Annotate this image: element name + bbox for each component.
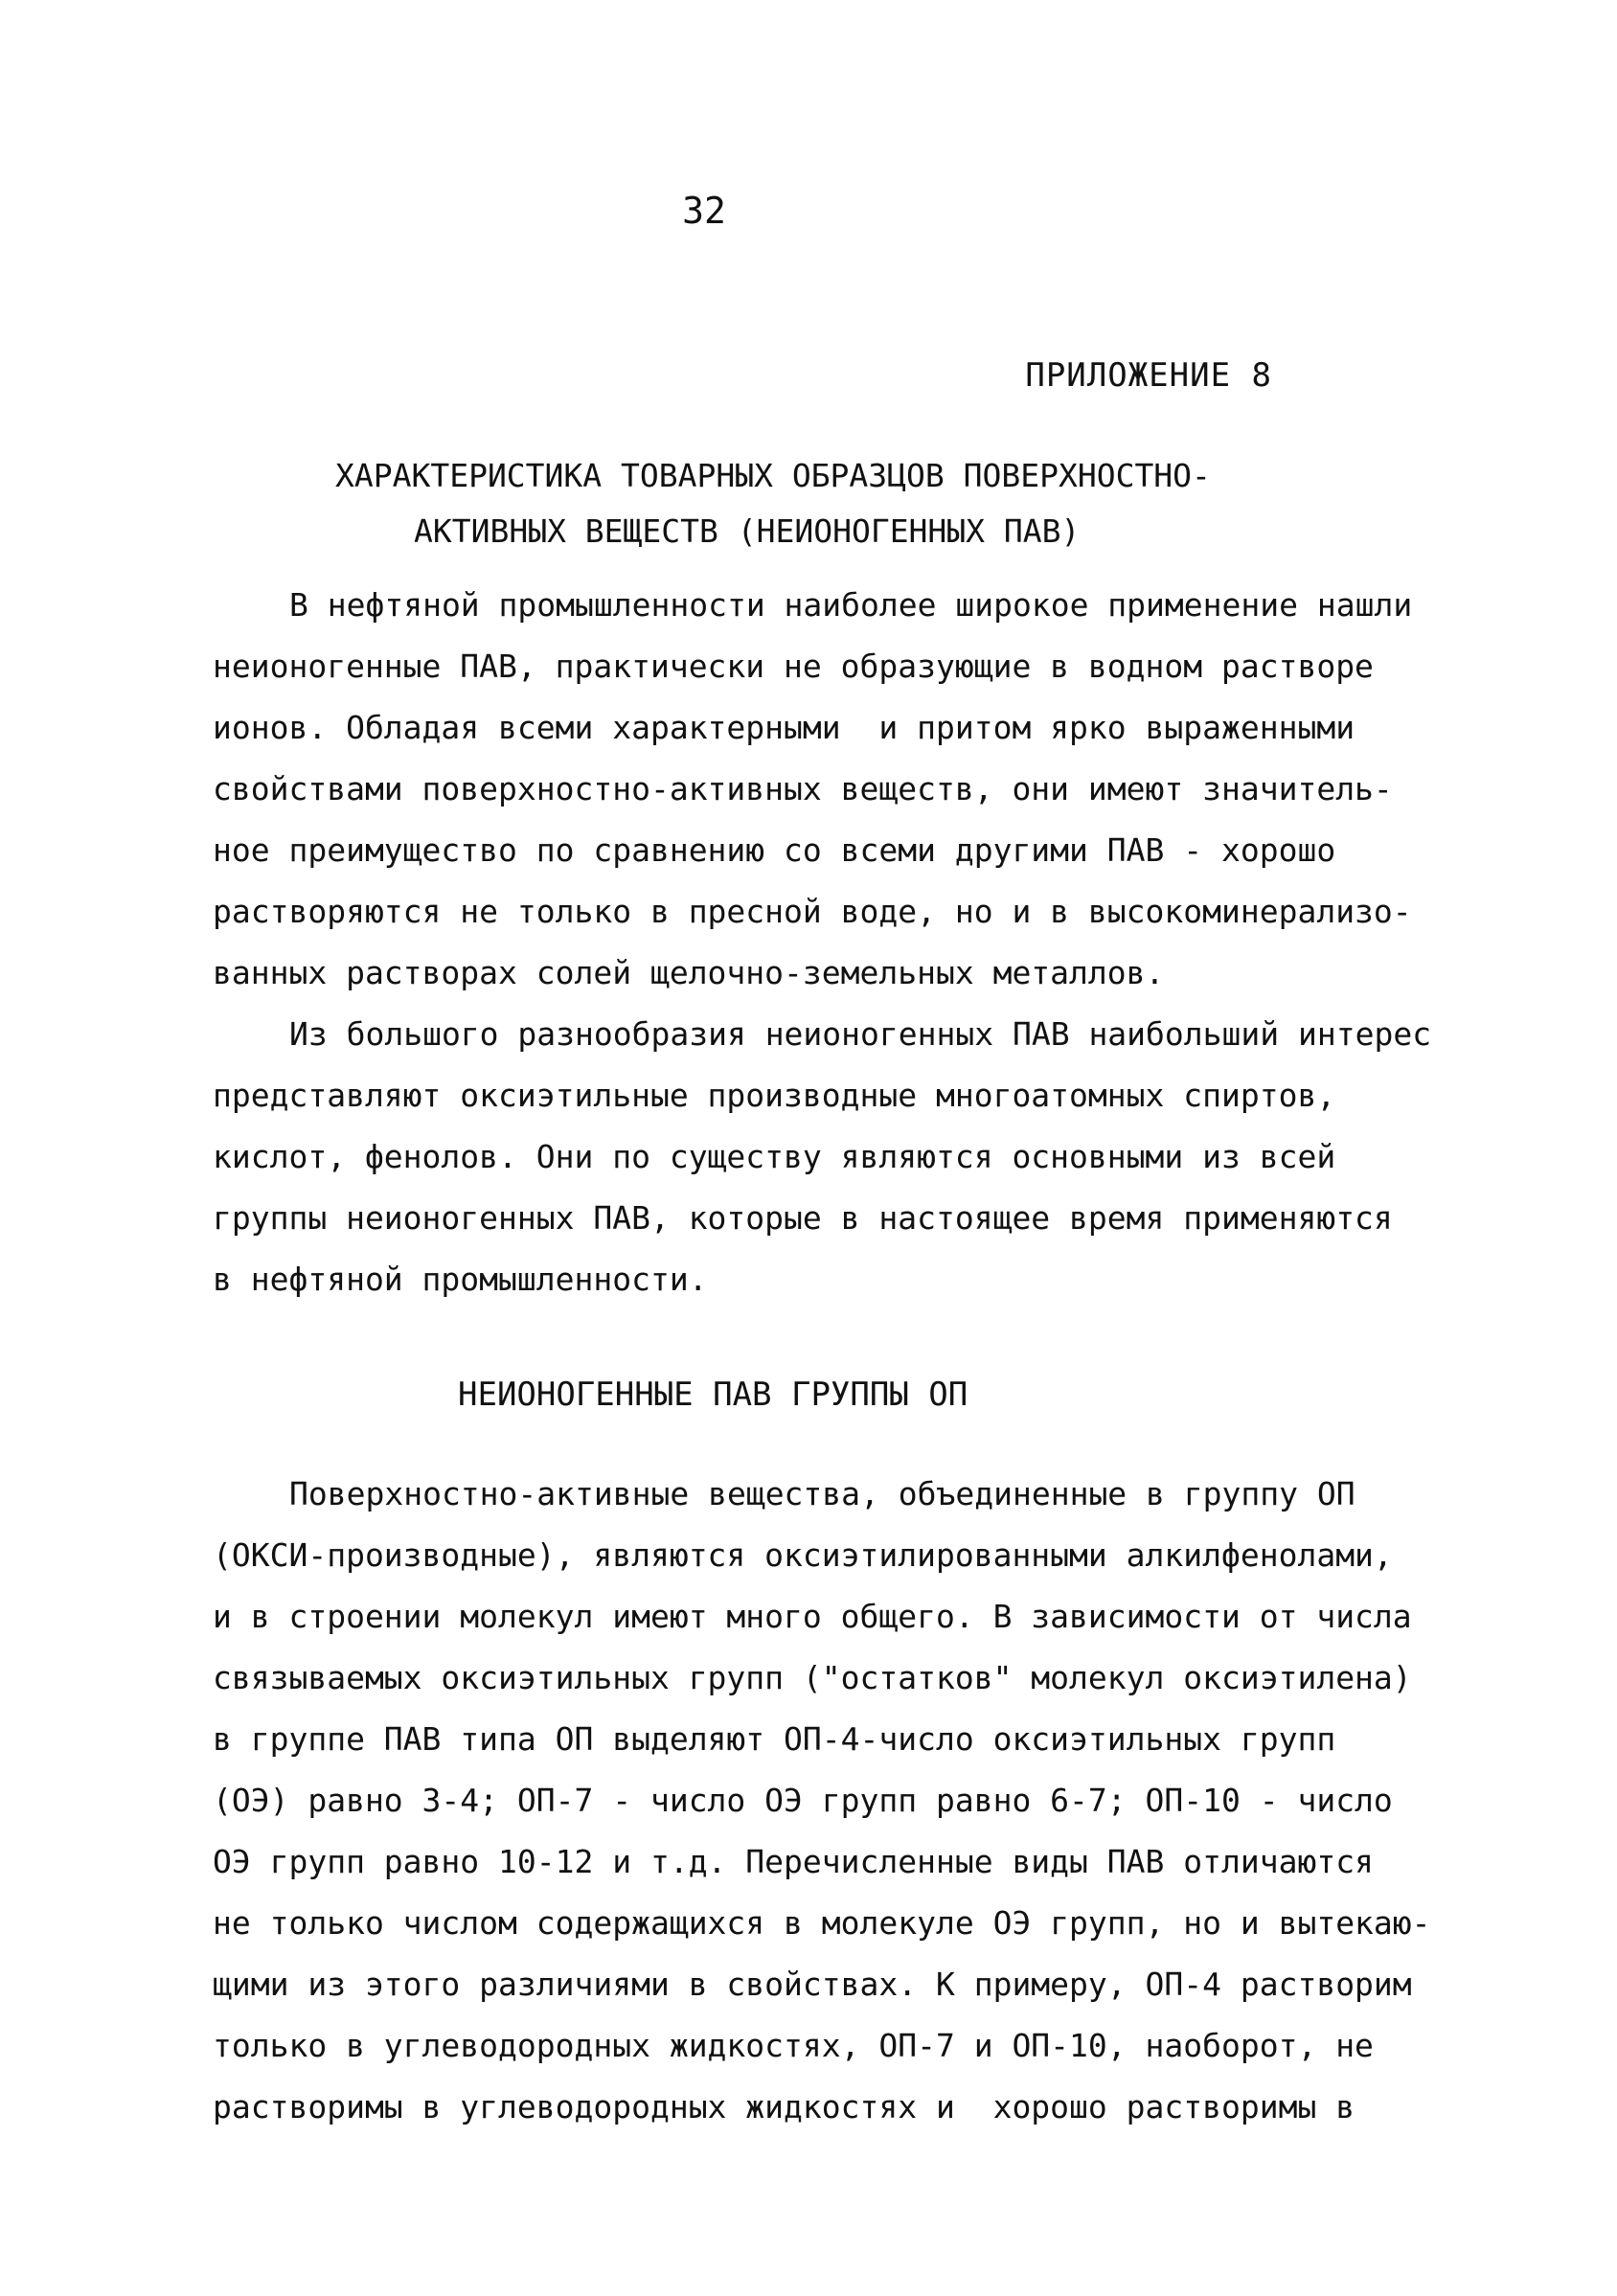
text-line: ванных растворах солей щелочно-земельных металлов. xyxy=(213,954,1165,991)
title-line: ХАРАКТЕРИСТИКА ТОВАРНЫХ ОБРАЗЦОВ ПОВЕРХНОСТНО- xyxy=(335,457,1211,494)
text-line: Поверхностно-активные вещества, объединенные в группу ОП xyxy=(289,1475,1355,1512)
text-line: растворяются не только в пресной воде, но и в высокоминерализо- xyxy=(213,893,1412,930)
text-line: группы неионогенных ПАВ, которые в настоящее время применяются xyxy=(213,1199,1393,1237)
text-line: Из большого разнообразия неионогенных ПАВ наибольший интерес xyxy=(289,1015,1432,1053)
text-line: (ОКСИ-производные), являются оксиэтилированными алкилфенолами, xyxy=(213,1536,1393,1574)
text-line: в нефтяной промышленности. xyxy=(213,1261,708,1298)
text-line: кислот, фенолов. Они по существу являются основными из всей xyxy=(213,1138,1336,1175)
text-line: ное преимущество по сравнению со всеми другими ПАВ - хорошо xyxy=(213,831,1336,869)
text-line: в группе ПАВ типа ОП выделяют ОП-4-число оксиэтильных групп xyxy=(213,1720,1336,1758)
text-line: ионов. Обладая всеми характерными и притом ярко выраженными xyxy=(213,709,1355,746)
text-line: не только числом содержащихся в молекуле ОЭ групп, но и вытекаю- xyxy=(213,1904,1431,1942)
page-number: 32 xyxy=(682,190,726,232)
document-title xyxy=(335,448,1211,559)
text-line: свойствами поверхностно-активных веществ, они имеют значитель- xyxy=(213,770,1393,807)
text-line: неионогенные ПАВ, практически не образующие в водном растворе xyxy=(213,648,1374,685)
text-line: (ОЭ) равно 3-4; ОП-7 - число ОЭ групп равно 6-7; ОП-10 - число xyxy=(213,1782,1393,1819)
title-line: АКТИВНЫХ ВЕЩЕСТВ (НЕИОНОГЕННЫХ ПАВ) xyxy=(414,512,1081,550)
text-line: ОЭ групп равно 10-12 и т.д. Перечисленные виды ПАВ отличаются xyxy=(213,1843,1374,1880)
section-heading: НЕИОНОГЕННЫЕ ПАВ ГРУППЫ ОП xyxy=(458,1375,968,1414)
text-line: и в строении молекул имеют много общего. В зависимости от числа xyxy=(213,1598,1412,1635)
text-line: представляют оксиэтильные производные многоатомных спиртов, xyxy=(213,1077,1336,1114)
text-line: щими из этого различиями в свойствах. К примеру, ОП-4 растворим xyxy=(213,1966,1412,2003)
text-line: В нефтяной промышленности наиболее широкое применение нашли xyxy=(289,586,1413,624)
text-line: связываемых оксиэтильных групп ("остатков" молекул оксиэтилена) xyxy=(213,1659,1412,1696)
appendix-label: ПРИЛОЖЕНИЕ 8 xyxy=(1025,356,1272,395)
text-line: растворимы в углеводородных жидкостях и хорошо растворимы в xyxy=(213,2088,1355,2126)
text-line: только в углеводородных жидкостях, ОП-7 и ОП-10, наоборот, не xyxy=(213,2027,1374,2064)
